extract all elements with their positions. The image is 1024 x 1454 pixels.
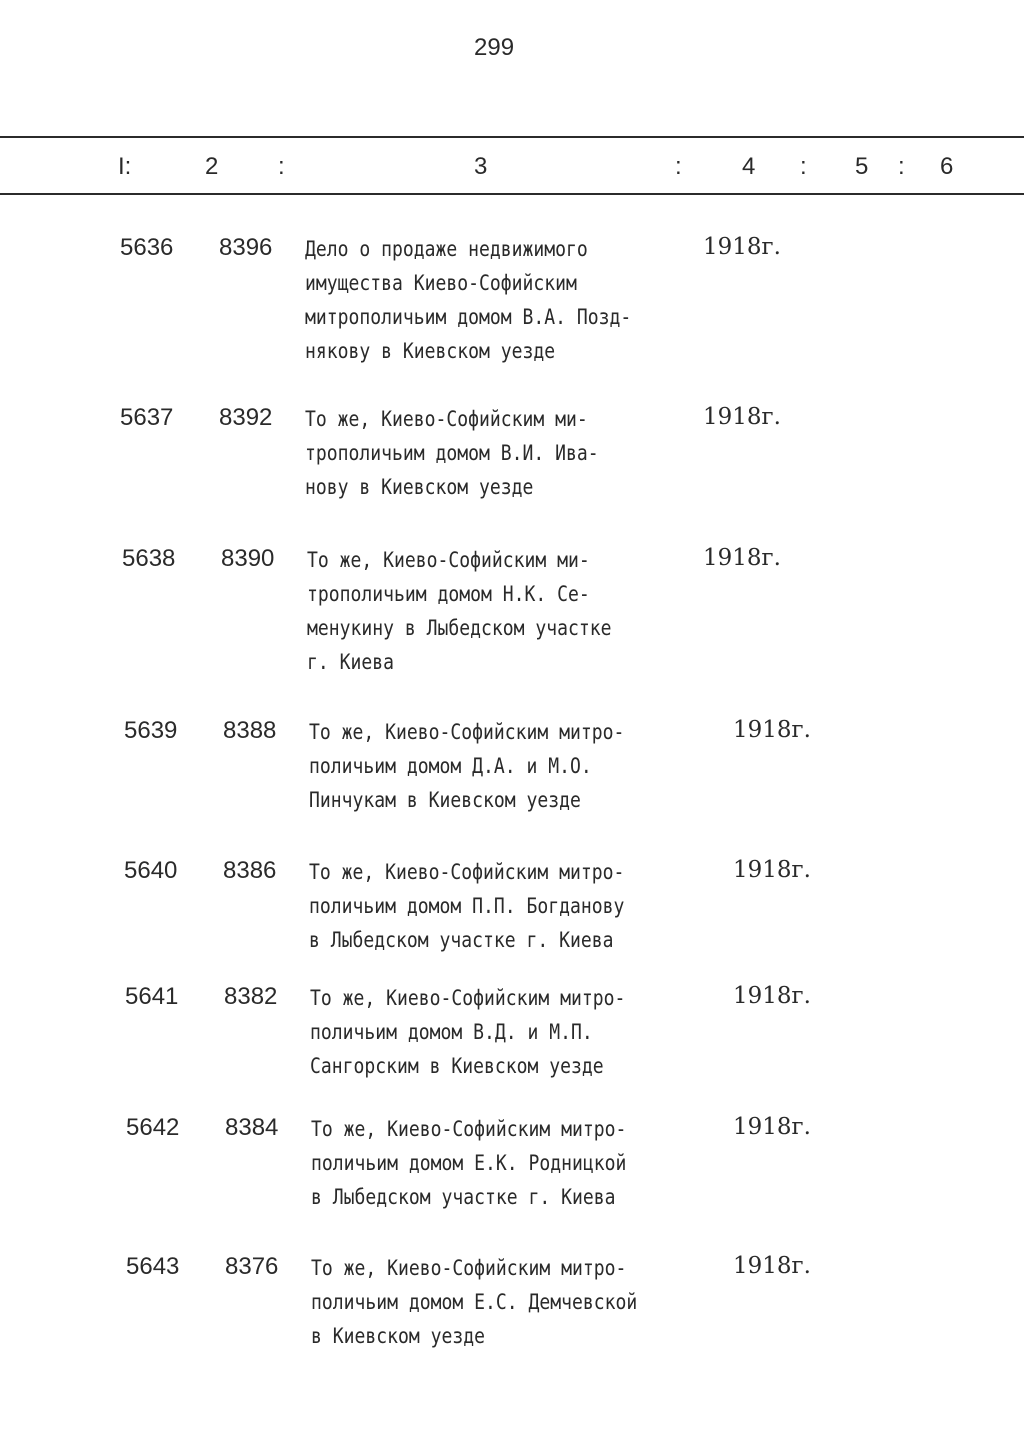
description-line: имущества Киево-Софийским bbox=[305, 271, 577, 295]
col-header-4: 4 bbox=[742, 153, 756, 180]
description-line: трополичьим домом В.И. Ива- bbox=[305, 441, 599, 465]
description-line: Сангорским в Киевском уезде bbox=[310, 1054, 604, 1078]
description-line: поличьим домом Е.К. Родницкой bbox=[311, 1151, 627, 1175]
old-record-number: 8390 bbox=[221, 545, 275, 572]
record-year: 1918г. bbox=[733, 717, 811, 743]
record-year: 1918г. bbox=[733, 1114, 811, 1140]
col-header-1: I: bbox=[118, 153, 132, 180]
record-number: 5640 bbox=[124, 857, 178, 884]
header-bottom-rule bbox=[0, 193, 1024, 195]
record-description bbox=[311, 1112, 626, 1214]
description-line: поличьим домом П.П. Богданову bbox=[309, 894, 625, 918]
record-year: 1918г. bbox=[733, 857, 811, 883]
old-record-number: 8396 bbox=[219, 234, 273, 261]
col-header-6: 6 bbox=[940, 153, 954, 180]
record-description bbox=[310, 981, 625, 1083]
description-line: поличьим домом Д.А. и М.О. bbox=[309, 754, 592, 778]
record-year: 1918г. bbox=[733, 983, 811, 1009]
description-line: поличьим домом В.Д. и М.П. bbox=[310, 1020, 593, 1044]
record-description bbox=[309, 715, 624, 817]
col-separator: : bbox=[278, 153, 285, 180]
col-separator: : bbox=[800, 153, 807, 180]
description-line: менукину в Лыбедском участке bbox=[307, 616, 612, 640]
record-year: 1918г. bbox=[703, 234, 781, 260]
description-line: То же, Киево-Софийским митро- bbox=[310, 986, 626, 1010]
old-record-number: 8386 bbox=[223, 857, 277, 884]
col-header-2: 2 bbox=[205, 153, 219, 180]
description-line: поличьим домом Е.С. Демчевской bbox=[311, 1290, 638, 1314]
record-number: 5637 bbox=[120, 404, 174, 431]
page-number: 299 bbox=[474, 34, 515, 61]
description-line: някову в Киевском уезде bbox=[305, 339, 556, 363]
record-number: 5643 bbox=[126, 1253, 180, 1280]
old-record-number: 8388 bbox=[223, 717, 277, 744]
description-line: То же, Киево-Софийским митро- bbox=[309, 860, 625, 884]
record-number: 5641 bbox=[125, 983, 179, 1010]
description-line: Дело о продаже недвижимого bbox=[305, 237, 588, 261]
description-line: в Киевском уезде bbox=[311, 1324, 485, 1348]
description-line: г. Киева bbox=[307, 650, 394, 674]
description-line: в Лыбедском участке г. Киева bbox=[309, 928, 614, 952]
old-record-number: 8382 bbox=[224, 983, 278, 1010]
description-line: в Лыбедском участке г. Киева bbox=[311, 1185, 616, 1209]
col-header-3: 3 bbox=[474, 153, 488, 180]
record-year: 1918г. bbox=[733, 1253, 811, 1279]
record-description bbox=[307, 543, 611, 679]
old-record-number: 8376 bbox=[225, 1253, 279, 1280]
description-line: То же, Киево-Софийским митро- bbox=[311, 1117, 627, 1141]
record-number: 5638 bbox=[122, 545, 176, 572]
description-line: трополичьим домом Н.К. Се- bbox=[307, 582, 590, 606]
col-header-5: 5 bbox=[855, 153, 869, 180]
description-line: митрополичьим домом В.А. Позд- bbox=[305, 305, 632, 329]
record-year: 1918г. bbox=[703, 404, 781, 430]
record-number: 5636 bbox=[120, 234, 174, 261]
description-line: То же, Киево-Софийским митро- bbox=[309, 720, 625, 744]
record-description bbox=[305, 402, 599, 504]
description-line: нову в Киевском уезде bbox=[305, 475, 534, 499]
description-line: То же, Киево-Софийским ми- bbox=[307, 548, 590, 572]
description-line: То же, Киево-Софийским митро- bbox=[311, 1256, 627, 1280]
record-description bbox=[311, 1251, 637, 1353]
old-record-number: 8392 bbox=[219, 404, 273, 431]
record-description bbox=[305, 232, 631, 368]
record-description bbox=[309, 855, 624, 957]
description-line: Пинчукам в Киевском уезде bbox=[309, 788, 581, 812]
record-number: 5642 bbox=[126, 1114, 180, 1141]
col-separator: : bbox=[675, 153, 682, 180]
header-top-rule bbox=[0, 136, 1024, 138]
col-separator: : bbox=[898, 153, 905, 180]
record-year: 1918г. bbox=[703, 545, 781, 571]
old-record-number: 8384 bbox=[225, 1114, 279, 1141]
description-line: То же, Киево-Софийским ми- bbox=[305, 407, 588, 431]
record-number: 5639 bbox=[124, 717, 178, 744]
